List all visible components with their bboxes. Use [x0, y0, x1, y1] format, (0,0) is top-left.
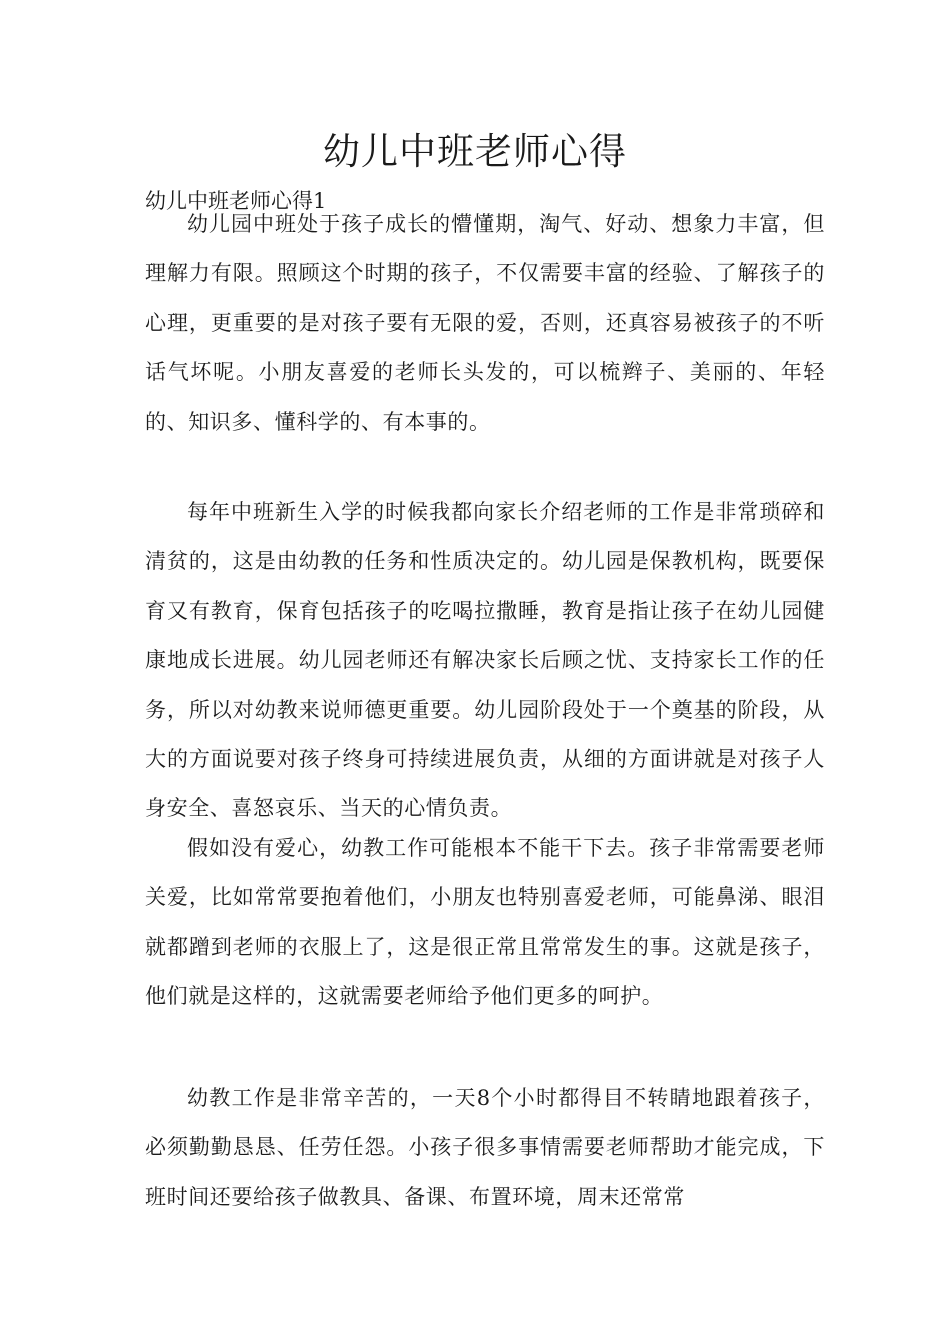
- body-paragraph: 每年中班新生入学的时候我都向家长介绍老师的工作是非常琐碎和清贫的，这是由幼教的任务和性质决定的。幼儿园是保教机构，既要保育又有教育，保育包括孩子的吃喝拉撒睡，教育是指让孩子在幼儿园健康地成长进展。幼儿园老师还有解决家长后顾之忧、支持家长工作的任务，所以对幼教来说师德更重要。幼儿园阶段处于一个奠基的阶段，从大的方面说要对孩子终身可持续进展负责，从细的方面讲就是对孩子人身安全、喜怒哀乐、当天的心情负责。: [145, 500, 825, 821]
- body-paragraph: 幼儿园中班处于孩子成长的懵懂期，淘气、好动、想象力丰富，但理解力有限。照顾这个时期的孩子，不仅需要丰富的经验、了解孩子的心理，更重要的是对孩子要有无限的爱，否则，还真容易被孩子的不听话气坏呢。小朋友喜爱的老师长头发的，可以梳辫子、美丽的、年轻的、知识多、懂科学的、有本事的。: [145, 212, 825, 434]
- document-subtitle: 幼儿中班老师心得1: [145, 189, 327, 213]
- body-paragraph: 假如没有爱心，幼教工作可能根本不能干下去。孩子非常需要老师关爱，比如常常要抱着他们，小朋友也特别喜爱老师，可能鼻涕、眼泪就都蹭到老师的衣服上了，这是很正常且常常发生的事。这就是孩子，他们就是这样的，这就需要老师给予他们更多的呵护。: [145, 836, 825, 1009]
- document-title: 幼儿中班老师心得: [323, 130, 627, 173]
- body-paragraph: 幼教工作是非常辛苦的，一天8个小时都得目不转睛地跟着孩子，必须勤勤恳恳、任劳任怨。小孩子很多事情需要老师帮助才能完成，下班时间还要给孩子做教具、备课、布置环境，周末还常常: [145, 1086, 825, 1209]
